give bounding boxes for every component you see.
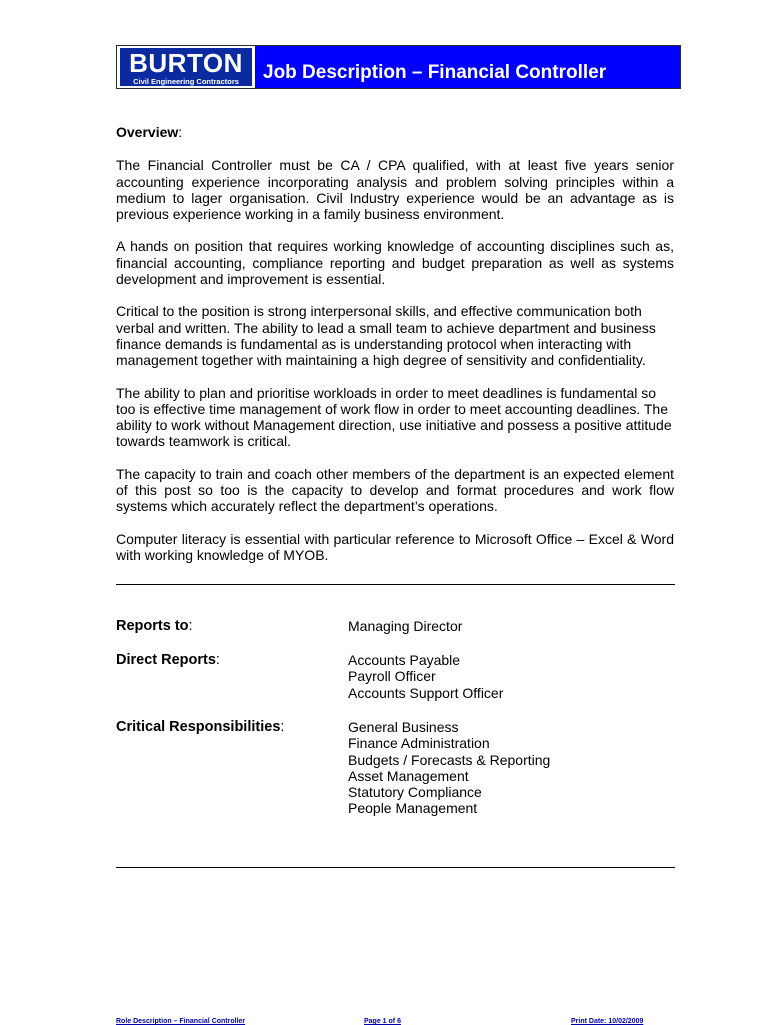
critical-responsibilities-label-text: Critical Responsibilities	[116, 719, 281, 735]
logo-block	[120, 48, 252, 86]
document-title: Job Description – Financial Controller	[263, 62, 607, 83]
responsibility-item: Finance Administration	[348, 735, 490, 752]
reports-to-label	[116, 618, 193, 634]
footer-page-number: Page 1 of 6	[364, 1018, 401, 1025]
critical-responsibilities-colon: :	[280, 719, 285, 735]
footer-print-date: Print Date: 10/02/2009	[571, 1018, 644, 1025]
direct-report-item: Accounts Payable	[348, 652, 461, 668]
overview-paragraph-6: Computer literacy is essential with particular reference to Microsoft Office – Excel & Word with working knowledge of MYOB.	[116, 530, 674, 563]
overview-heading-colon: :	[178, 124, 183, 140]
overview-paragraph-4: The ability to plan and prioritise workloads in order to meet deadlines is fundamental so too is effective time management of work flow in order to meet accounting deadlines. The ability to work without Management direction, use initiative and possess a positive attitude towards teamwork is critical.	[116, 384, 672, 450]
overview-heading-text: Overview	[116, 124, 179, 140]
reports-to-colon: :	[188, 618, 193, 634]
footer-document-name: Role Description – Financial Controller	[116, 1018, 246, 1025]
document-title-bar	[255, 46, 680, 88]
overview-heading	[116, 124, 674, 140]
responsibility-item: Asset Management	[348, 767, 469, 784]
overview-paragraph-1: The Financial Controller must be CA / CPA qualified, with at least five years senior accounting experience incorporating analysis and problem solving principles within a medium to lager organisation. Civil Industry experience would be an advantage as is previous experience working in a family business environment.	[116, 157, 674, 223]
document-header	[116, 45, 681, 89]
direct-reports-colon: :	[215, 652, 220, 668]
direct-reports-label	[116, 652, 220, 668]
reports-to-value: Managing Director	[348, 618, 463, 634]
overview-paragraph-5: The capacity to train and coach other members of the department is an expected element of this post so too is the capacity to develop and format procedures and work flow systems which accurately reflect the department’s operations.	[116, 465, 674, 515]
logo-tagline: Civil Engineering Contractors	[133, 77, 239, 86]
direct-reports-values	[348, 652, 503, 701]
burton-logo	[117, 46, 255, 88]
responsibility-item: Budgets / Forecasts & Reporting	[348, 751, 551, 768]
responsibility-item: General Business	[348, 719, 459, 735]
direct-report-item: Accounts Support Officer	[348, 684, 504, 701]
overview-paragraph-3: Critical to the position is strong interpersonal skills, and effective communication both verbal and written. The ability to lead a small team to achieve department and business finance demands is fundamental as is understanding protocol when interacting with management together with maintaining a high degree of sensitivity and confidentiality.	[116, 303, 656, 369]
reports-to-values	[348, 618, 462, 634]
direct-report-item: Payroll Officer	[348, 668, 436, 685]
responsibility-item: Statutory Compliance	[348, 784, 482, 801]
overview-paragraph-2: A hands on position that requires working knowledge of accounting disciplines such as, financial accounting, compliance reporting and budget preparation as well as systems development and improvement is essential.	[116, 238, 674, 288]
responsibility-item: People Management	[348, 800, 478, 817]
logo-wordmark: BURTON	[129, 48, 243, 78]
critical-responsibilities-values	[348, 719, 550, 817]
critical-responsibilities-label	[116, 719, 284, 735]
section-divider-top	[116, 584, 675, 585]
reports-to-label-text: Reports to	[116, 618, 189, 634]
direct-reports-label-text: Direct Reports	[116, 652, 216, 668]
overview-section	[116, 124, 674, 579]
section-divider-bottom	[116, 867, 675, 868]
